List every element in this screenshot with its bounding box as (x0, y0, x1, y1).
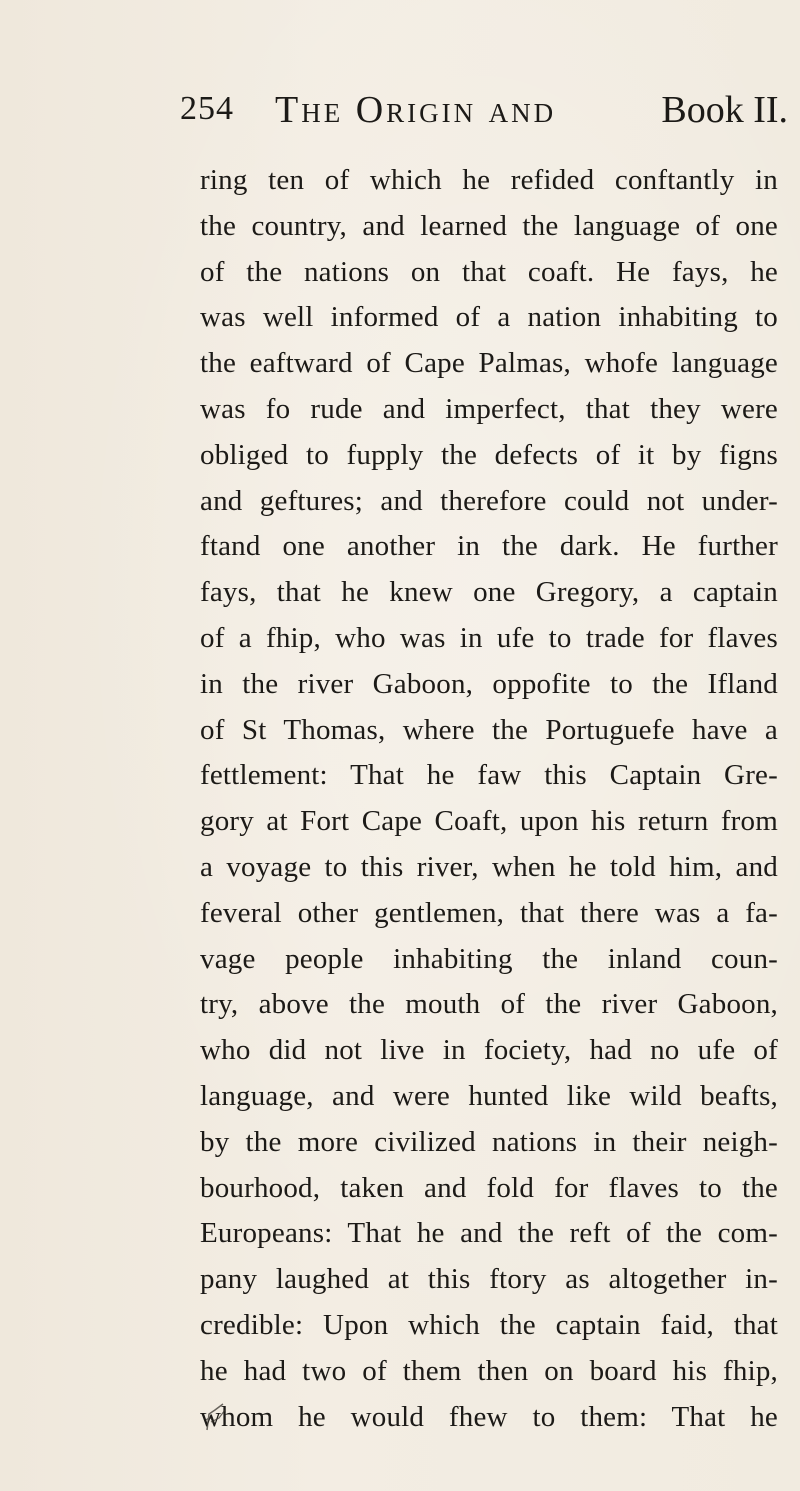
body-text (200, 158, 778, 1440)
text-line: language, and were hunted like wild beafts, (200, 1079, 778, 1112)
text-line: pany laughed at this ftory as altogether in- (200, 1263, 778, 1296)
text-line: was well informed of a nation inhabiting to (200, 301, 778, 334)
text-line: who did not live in fociety, had no ufe of (200, 1034, 778, 1067)
ink-mark-icon (203, 1402, 229, 1432)
running-title: The Origin and (275, 89, 557, 131)
running-header (180, 86, 788, 136)
text-line: he had two of them then on board his fhip, (200, 1354, 778, 1387)
text-line: Europeans: That he and the reft of the com- (200, 1217, 778, 1250)
text-line: fettlement: That he faw this Captain Gre- (200, 759, 778, 792)
page-number: 254 (180, 90, 234, 127)
text-line: vage people inhabiting the inland coun- (200, 942, 778, 975)
text-line: of a fhip, who was in ufe to trade for flaves (200, 621, 778, 654)
text-line: obliged to fupply the defects of it by figns (200, 438, 778, 471)
text-line: a voyage to this river, when he told him, and (200, 850, 778, 883)
text-line: of the nations on that coaft. He fays, he (200, 255, 778, 288)
text-line: ring ten of which he refided conftantly in (200, 164, 778, 196)
text-line: credible: Upon which the captain faid, that (200, 1308, 778, 1341)
text-line: whom he would fhew to them: That he (200, 1400, 778, 1433)
text-line: feveral other gentlemen, that there was a fa- (200, 896, 778, 929)
text-line: and geftures; and therefore could not under- (200, 484, 778, 517)
text-line: the country, and learned the language of one (200, 209, 778, 242)
book-label: Book II. (661, 89, 788, 131)
text-line: fays, that he knew one Gregory, a captain (200, 576, 778, 609)
text-line: bourhood, taken and fold for flaves to the (200, 1171, 778, 1204)
text-line: gory at Fort Cape Coaft, upon his return from (200, 805, 778, 838)
text-line: was fo rude and imperfect, that they were (200, 392, 778, 425)
text-line: ftand one another in the dark. He further (200, 530, 778, 563)
text-line: in the river Gaboon, oppofite to the Ifland (200, 667, 778, 700)
text-line: by the more civilized nations in their neigh- (200, 1125, 778, 1158)
text-line: the eaftward of Cape Palmas, whofe language (200, 347, 778, 380)
text-line: of St Thomas, where the Portuguefe have a (200, 713, 778, 746)
text-line: try, above the mouth of the river Gaboon, (200, 988, 778, 1021)
